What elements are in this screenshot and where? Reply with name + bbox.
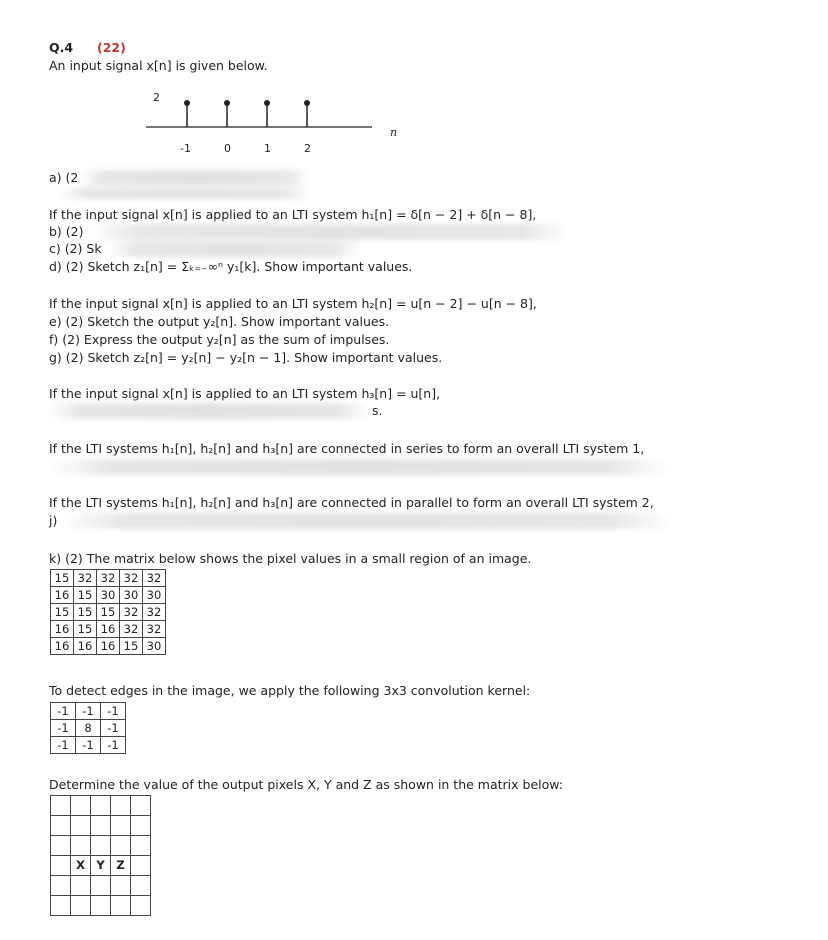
output-row-cell: Z <box>111 856 131 876</box>
pixel-row-cell: 15 <box>74 621 97 638</box>
axis-label-n: n <box>390 126 398 139</box>
output-row-cell <box>51 876 71 896</box>
kernel-row-cell: -1 <box>101 737 126 754</box>
pixel-row <box>51 621 166 638</box>
kernel-row-cell: -1 <box>51 720 76 737</box>
stem-marker <box>264 100 270 106</box>
amplitude-label: 2 <box>153 91 160 104</box>
pixel-row-cell: 32 <box>120 604 143 621</box>
output-row-cell <box>111 896 131 916</box>
series-intro: If the LTI systems h₁[n], h₂[n] and h₃[n] are connected in series to form an overall LTI system 1, <box>49 441 645 456</box>
output-row <box>51 816 151 836</box>
output-row-cell <box>91 816 111 836</box>
output-row-cell <box>131 816 151 836</box>
part-f: f) (2) Express the output y₂[n] as the sum of impulses. <box>49 332 390 347</box>
pixel-row-cell: 32 <box>97 570 120 587</box>
redaction-h <box>49 403 369 419</box>
part-a-label: a) (2 <box>49 170 79 185</box>
kernel-row-cell: 8 <box>76 720 101 737</box>
kernel-row-cell: -1 <box>51 703 76 720</box>
output-row-cell <box>51 836 71 856</box>
redaction-j <box>62 513 672 529</box>
output-row <box>51 836 151 856</box>
h1-intro: If the input signal x[n] is applied to an LTI system h₁[n] = δ[n − 2] + δ[n − 8], <box>49 207 537 222</box>
redaction-c <box>110 241 360 257</box>
kernel-row <box>51 737 126 754</box>
kernel-intro: To detect edges in the image, we apply the following 3x3 convolution kernel: <box>49 683 531 698</box>
tick-labels-group <box>180 142 311 155</box>
pixel-row-cell: 15 <box>74 604 97 621</box>
output-row-cell <box>131 836 151 856</box>
pixel-row-cell: 32 <box>120 621 143 638</box>
stem-marker <box>184 100 190 106</box>
output-row-cell <box>91 876 111 896</box>
pixel-matrix-table <box>50 569 166 655</box>
output-intro: Determine the value of the output pixels X, Y and Z as shown in the matrix below: <box>49 777 564 792</box>
output-row <box>51 876 151 896</box>
pixel-row-cell: 16 <box>97 621 120 638</box>
part-c-label: c) (2) Sk <box>49 241 102 256</box>
output-row-cell <box>111 796 131 816</box>
tick-label: 1 <box>264 142 271 155</box>
redaction-a <box>80 170 310 186</box>
pixel-row-cell: 32 <box>120 570 143 587</box>
pixel-row-cell: 15 <box>97 604 120 621</box>
pixel-row-cell: 16 <box>51 587 74 604</box>
pixel-row-cell: 15 <box>120 638 143 655</box>
pixel-row-cell: 30 <box>97 587 120 604</box>
output-row-cell <box>91 836 111 856</box>
pixel-row-cell: 15 <box>74 587 97 604</box>
pixel-row-cell: 15 <box>51 570 74 587</box>
part-d: d) (2) Sketch z₁[n] = Σₖ₌₋∞ⁿ y₁[k]. Show important values. <box>49 259 413 274</box>
output-row-cell <box>51 796 71 816</box>
tick-label: -1 <box>180 142 191 155</box>
stem-marker <box>304 100 310 106</box>
output-row-cell <box>131 856 151 876</box>
kernel-row <box>51 703 126 720</box>
output-row-cell <box>131 796 151 816</box>
output-row-cell <box>111 816 131 836</box>
output-row-cell <box>71 816 91 836</box>
pixel-row-cell: 32 <box>143 570 166 587</box>
kernel-table <box>50 702 126 754</box>
pixel-row-cell: 16 <box>74 638 97 655</box>
h3-intro: If the input signal x[n] is applied to an LTI system h₃[n] = u[n], <box>49 386 441 401</box>
output-row <box>51 856 151 876</box>
question-number: Q.4 <box>49 40 74 55</box>
part-h-tail: s. <box>372 403 383 418</box>
kernel-row <box>51 720 126 737</box>
stems-group <box>184 100 310 127</box>
pixel-row <box>51 638 166 655</box>
pixel-row-cell: 30 <box>120 587 143 604</box>
pixel-row-cell: 30 <box>143 587 166 604</box>
output-row-cell <box>51 856 71 876</box>
tick-label: 2 <box>304 142 311 155</box>
output-row-cell <box>71 896 91 916</box>
output-row-cell <box>51 896 71 916</box>
output-row-cell <box>111 876 131 896</box>
pixel-row-cell: 16 <box>51 621 74 638</box>
output-row-cell <box>71 796 91 816</box>
output-row-cell <box>51 816 71 836</box>
pixel-row <box>51 604 166 621</box>
output-row-cell <box>71 876 91 896</box>
kernel-row-cell: -1 <box>76 737 101 754</box>
part-e: e) (2) Sketch the output y₂[n]. Show important values. <box>49 314 390 329</box>
pixel-row <box>51 570 166 587</box>
kernel-row-cell: -1 <box>101 720 126 737</box>
output-row-cell <box>71 836 91 856</box>
kernel-row-cell: -1 <box>76 703 101 720</box>
question-points: (22) <box>97 40 126 55</box>
pixel-row-cell: 16 <box>97 638 120 655</box>
pixel-row-cell: 32 <box>74 570 97 587</box>
pixel-row <box>51 587 166 604</box>
output-row <box>51 896 151 916</box>
question-intro: An input signal x[n] is given below. <box>49 58 268 73</box>
output-row-cell: Y <box>91 856 111 876</box>
h2-intro: If the input signal x[n] is applied to an LTI system h₂[n] = u[n − 2] − u[n − 8], <box>49 296 537 311</box>
output-row-cell <box>131 896 151 916</box>
pixel-row-cell: 32 <box>143 621 166 638</box>
pixel-row-cell: 32 <box>143 604 166 621</box>
kernel-row-cell: -1 <box>51 737 76 754</box>
stem-marker <box>224 100 230 106</box>
part-j-label: j) <box>49 513 58 528</box>
redaction-b <box>90 224 570 240</box>
part-g: g) (2) Sketch z₂[n] = y₂[n] − y₂[n − 1]. Show important values. <box>49 350 443 365</box>
part-k: k) (2) The matrix below shows the pixel values in a small region of an image. <box>49 551 532 566</box>
tick-label: 0 <box>224 142 231 155</box>
pixel-row-cell: 15 <box>51 604 74 621</box>
part-b-label: b) (2) <box>49 224 84 239</box>
output-row <box>51 796 151 816</box>
pixel-row-cell: 30 <box>143 638 166 655</box>
parallel-intro: If the LTI systems h₁[n], h₂[n] and h₃[n] are connected in parallel to form an overall LTI system 2, <box>49 495 654 510</box>
output-row-cell <box>111 836 131 856</box>
pixel-row-cell: 16 <box>51 638 74 655</box>
redaction-a2 <box>60 187 310 199</box>
output-row-cell: X <box>71 856 91 876</box>
output-grid-table <box>50 795 151 916</box>
output-row-cell <box>91 796 111 816</box>
kernel-row-cell: -1 <box>101 703 126 720</box>
redaction-i <box>49 459 669 475</box>
output-row-cell <box>91 896 111 916</box>
output-row-cell <box>131 876 151 896</box>
